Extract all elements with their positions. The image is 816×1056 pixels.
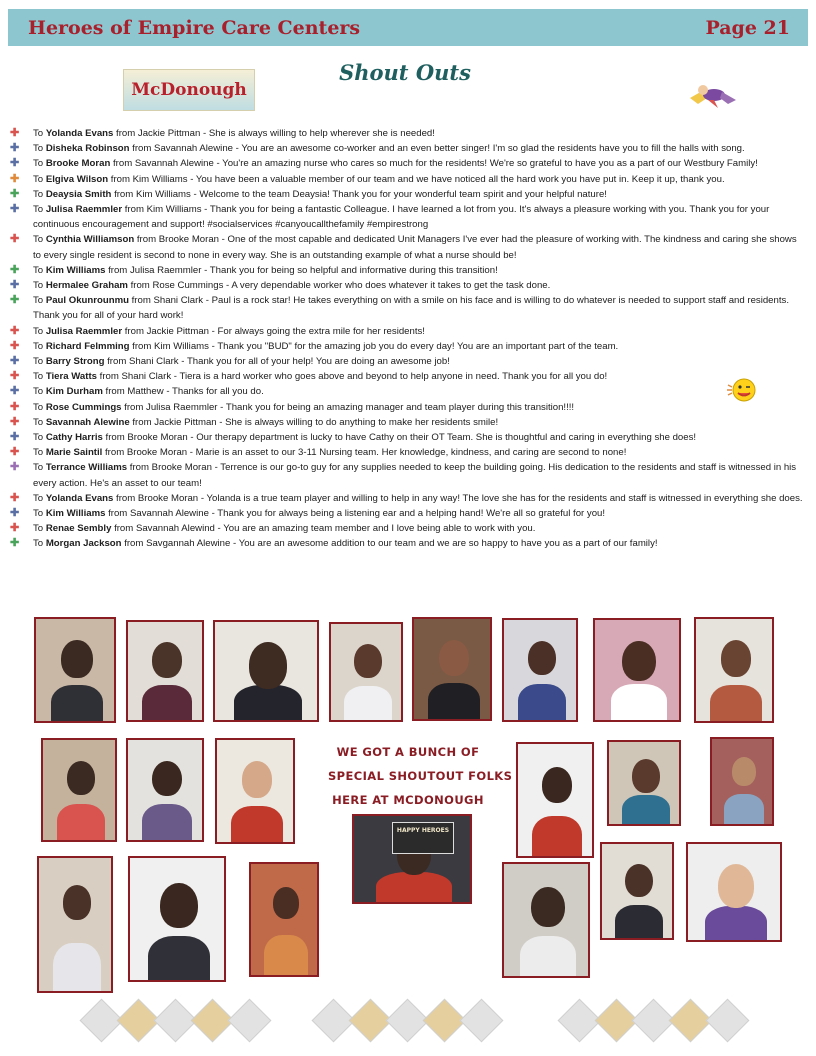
staff-photo (215, 738, 295, 844)
sender-name: Kim Williams (154, 340, 209, 352)
recipient-name: Yolanda Evans (45, 492, 114, 504)
shoutout-message: Marie is an asset to our 3-11 Nursing team. Her knowledge, kindness, and caring are second to none! (195, 447, 627, 459)
shoutout-item: ✚ To Paul Okunrounmu from Shani Clark - Paul is a rock star! He takes everything on with a smile on his face and is willing to do whatever is needed to support staff and residents. Thank you for all of your hard work! (10, 294, 789, 322)
shoutout-message: One of the most capable and dedicated Unit Managers I've ever had the pleasure of working with. The kindness and caring she shows to every single resident is second to none in every way. She is an outstanding example of what a nurse should be! (33, 234, 797, 261)
cross-bullet-icon: ✚ (10, 339, 20, 352)
page-number: Page 21 (705, 16, 790, 39)
cross-bullet-icon: ✚ (10, 142, 20, 155)
sender-name: Brooke Moran (158, 234, 220, 246)
staff-photo (686, 842, 782, 942)
staff-photo (128, 856, 226, 982)
staff-photo (412, 617, 492, 721)
shoutout-message: Thank you for all of your help! You are doing an awesome job! (186, 356, 450, 368)
sender-name: Julisa Raemmler (129, 264, 202, 276)
cross-bullet-icon: ✚ (10, 522, 20, 535)
page-title: Shout Outs (339, 60, 471, 85)
shoutout-callout (328, 740, 513, 812)
shoutout-item: ✚ To Cynthia Williamson from Brooke Moran - One of the most capable and dedicated Unit Managers I've ever had the pleasure of working with. The kindness and caring she shows to every single resident is second to none in every way. She is an outstanding example of what a nurse should be! (10, 233, 797, 261)
shoutout-item: ✚ To Deaysia Smith from Kim Williams - Welcome to the team Deaysia! Thank you for your wonderful team spirit and your helpful nature! (10, 187, 607, 200)
staff-photo (600, 842, 674, 940)
sender-name: Savannah Alewine (129, 508, 209, 520)
sender-name: Jackie Pittman (137, 128, 201, 139)
diamond-ornament (706, 999, 750, 1043)
shoutout-item: ✚ To Richard Felmming from Kim Williams - Thank you "BUD" for the amazing job you do every day! You are an important part of the team. (10, 339, 619, 352)
recipient-name: Julisa Raemmler (45, 204, 123, 216)
shoutout-message: Tiera is a hard worker who goes above and beyond to help anyone in need. Thank you for all you do! (179, 371, 608, 383)
shoutout-message: Yolanda is a true team player and willing to help in any way! The love she has for the residents and staff is witnessed in everything she does. (206, 492, 803, 504)
recipient-name: Terrance Williams (45, 462, 128, 474)
sender-name: Shani Clark (128, 356, 179, 368)
recipient-name: Renae Sembly (45, 523, 112, 535)
staff-photo (249, 862, 319, 977)
cross-bullet-icon: ✚ (10, 263, 20, 276)
cross-bullet-icon: ✚ (10, 446, 20, 459)
cross-bullet-icon: ✚ (10, 415, 20, 428)
cross-bullet-icon: ✚ (10, 127, 20, 139)
sender-name: Julisa Raemmler (146, 401, 218, 413)
recipient-name: Savannah Alewine (45, 416, 130, 428)
shoutout-item: ✚ To Barry Strong from Shani Clark - Thank you for all of your help! You are doing an awesome job! (10, 355, 450, 368)
shoutout-message: For always going the extra mile for her residents! (217, 325, 425, 337)
shoutout-item: ✚ To Brooke Moran from Savannah Alewine - You're an amazing nurse who cares so much for the residents! We're so grateful to have you as a part of our Westbury Family! (10, 157, 758, 170)
cross-bullet-icon: ✚ (10, 431, 20, 444)
shoutout-item: ✚ To Savannah Alewine from Jackie Pittman - She is always willing to do anything to make her residents smile! (10, 415, 499, 428)
shoutout-item: ✚ To Kim Williams from Savannah Alewine - Thank you for always being a listening ear and a helping hand! We're all so grateful for you! (10, 507, 606, 520)
staff-photo (694, 617, 774, 723)
shoutout-item: ✚ To Terrance Williams from Brooke Moran - Terrence is our go-to guy for any supplies needed to keep the building going. His dedication to the residents and staff is witnessed in his every action. He's an asset to our team! (10, 461, 797, 489)
shoutout-message: Paul is a rock star! He takes everything on with a smile on his face and is willing to do whatever is needed to support staff and residents. Thank you for all of your hard work! (33, 295, 789, 322)
shoutout-item: ✚ To Rose Cummings from Julisa Raemmler - Thank you for being an amazing manager and team player during this transition!!!! (10, 400, 575, 413)
sender-name: Brooke Moran (137, 492, 199, 504)
cross-bullet-icon: ✚ (10, 355, 20, 368)
shoutout-item: ✚ To Renae Sembly from Savannah Alewind - You are an amazing team member and I love being able to work with you. (10, 522, 536, 535)
recipient-name: Morgan Jackson (45, 538, 122, 550)
sender-name: Savannah Alewine (134, 158, 214, 170)
cross-bullet-icon: ✚ (10, 537, 20, 550)
shoutout-message: Thanks for all you do. (172, 386, 264, 398)
cross-bullet-icon: ✚ (10, 507, 20, 520)
recipient-name: Yolanda Evans (45, 128, 114, 139)
flying-superhero-icon (688, 80, 738, 110)
winking-smiley-icon (726, 377, 760, 403)
recipient-name: Barry Strong (45, 356, 105, 368)
sender-name: Brooke Moran (151, 462, 212, 474)
shoutout-item: ✚ To Morgan Jackson from Savgannah Alewine - You are an awesome addition to our team and we are so happy to have you as a part of our family! (10, 537, 658, 550)
cross-bullet-icon: ✚ (10, 187, 20, 200)
shoutout-item: ✚ To Kim Williams from Julisa Raemmler - Thank you for being so helpful and informative during this transition! (10, 263, 498, 276)
shoutout-message: Our therapy department is lucky to have Cathy on their OT Team. She is thoughtful and caring in everything she does! (196, 432, 697, 444)
recipient-name: Cynthia Williamson (45, 234, 135, 246)
shoutout-message: You're an amazing nurse who cares so much for the residents! We're so grateful to have you as a part of our Westbury Family! (222, 158, 758, 170)
sender-name: Kim Williams (146, 204, 202, 216)
sender-name: Shani Clark (153, 295, 204, 307)
shoutout-item: ✚ To Tiera Watts from Shani Clark - Tiera is a hard worker who goes above and beyond to help anyone in need. Thank you for all you do! (10, 370, 608, 383)
staff-photo (41, 738, 117, 842)
recipient-name: Rose Cummings (45, 401, 122, 413)
staff-photo (607, 740, 681, 826)
sender-name: Jackie Pittman (146, 325, 209, 337)
shoutout-item: ✚ To Elgiva Wilson from Kim Williams - You have been a valuable member of our team and we have noticed all the hard work you have put in. Keep it up, thank you. (10, 172, 725, 185)
cross-bullet-icon: ✚ (10, 370, 20, 383)
sender-name: Matthew (127, 386, 164, 398)
staff-photo (502, 862, 590, 978)
shoutout-list (8, 126, 803, 552)
recipient-name: Kim Durham (45, 386, 103, 398)
sender-name: Brooke Moran (126, 447, 188, 459)
recipient-name: Hermalee Graham (45, 280, 128, 292)
recipient-name: Richard Felmming (45, 340, 130, 352)
recipient-name: Deaysia Smith (45, 188, 112, 200)
diamond-ornament (228, 999, 272, 1043)
shoutout-message: You are an awesome co-worker and an even better singer! I'm so glad the residents have you to fill the halls with song. (241, 143, 745, 155)
recipient-name: Cathy Harris (45, 432, 103, 444)
shoutout-item: ✚ To Hermalee Graham from Rose Cummings - A very dependable worker who does whatever it takes to get the task done. (10, 279, 551, 292)
staff-photo (37, 856, 113, 993)
staff-photo (126, 620, 204, 722)
bulletin-board-sign: HAPPY HEROES (392, 822, 454, 854)
cross-bullet-icon: ✚ (10, 294, 20, 307)
sender-name: Savannah Alewind (135, 523, 215, 535)
sender-name: Savgannah Alewine (146, 538, 231, 550)
shoutout-item: ✚ To Julisa Raemmler from Kim Williams - Thank you for being a fantastic Colleague. I have learned a lot from you. It's always a pleasure working with you. Thank you for your continuous encouragement and support! #socialservices #canyoucallthefamily #empirestrong (10, 203, 770, 231)
shoutout-message: You have been a valuable member of our team and we have noticed all the hard work you have put in. Keep it up, thank you. (195, 173, 725, 185)
sender-name: Rose Cummings (152, 280, 224, 292)
header-band (8, 9, 808, 46)
shoutout-item: ✚ To Yolanda Evans from Jackie Pittman - She is always willing to help wherever she is needed! (10, 127, 435, 139)
shoutout-item: ✚ To Disheka Robinson from Savannah Alewine - You are an awesome co-worker and an even better singer! I'm so glad the residents have you to fill the halls with song. (10, 142, 745, 155)
sender-name: Kim Williams (135, 188, 191, 200)
cross-bullet-icon: ✚ (10, 324, 20, 337)
shoutout-message: You are an awesome addition to our team and we are so happy to have you as a part of our family! (238, 538, 658, 550)
recipient-name: Julisa Raemmler (45, 325, 123, 337)
recipient-name: Marie Saintil (45, 447, 103, 459)
cross-bullet-icon: ✚ (10, 157, 20, 170)
diamond-ornament (460, 999, 504, 1043)
shoutout-message: You are an amazing team member and I love being able to work with you. (223, 523, 536, 535)
cross-bullet-icon: ✚ (10, 279, 20, 292)
shoutout-item: ✚ To Yolanda Evans from Brooke Moran - Yolanda is a true team player and willing to help in any way! The love she has for the residents and staff is witnessed in everything she does. (10, 491, 803, 504)
callout-line: HERE AT MCDONOUGH (332, 793, 484, 807)
location-badge: McDonough (123, 69, 255, 111)
staff-photo (126, 738, 204, 842)
shoutout-message: She is always willing to help wherever she is needed! (208, 128, 435, 139)
recipient-name: Tiera Watts (45, 371, 97, 383)
staff-photo (213, 620, 319, 722)
newsletter-title: Heroes of Empire Care Centers (28, 16, 361, 39)
shoutout-item: ✚ To Cathy Harris from Brooke Moran - Our therapy department is lucky to have Cathy on their OT Team. She is thoughtful and caring in everything she does! (10, 431, 697, 444)
recipient-name: Brooke Moran (45, 158, 111, 170)
staff-photo (516, 742, 594, 858)
recipient-name: Kim Williams (45, 508, 106, 520)
sender-name: Shani Clark (121, 371, 172, 383)
staff-photo (502, 618, 578, 722)
shoutout-message: Terrence is our go-to guy for any supplies needed to keep the building going. His dedication to the residents and staff is witnessed in his every action. He's an asset to our team! (33, 462, 797, 489)
shoutout-message: Thank you "BUD" for the amazing job you do every day! You are an important part of the team. (217, 340, 619, 352)
recipient-name: Kim Williams (45, 264, 106, 276)
shoutout-message: Welcome to the team Deaysia! Thank you for your wonderful team spirit and your helpful nature! (199, 188, 607, 200)
staff-photo (710, 737, 774, 826)
shoutout-message: She is always willing to do anything to make her residents smile! (225, 416, 499, 428)
shoutout-message: Thank you for always being a listening ear and a helping hand! We're all so grateful for you! (217, 508, 606, 520)
cross-bullet-icon: ✚ (10, 385, 20, 398)
shoutout-message: Thank you for being an amazing manager and team player during this transition!!!! (225, 401, 575, 413)
shoutout-message: Thank you for being a fantastic Colleague. I have learned a lot from you. It's always a pleasure working with you. Thank you for your continuous encouragement and support! #socialservices #canyoucallthefamily #empirestrong (33, 204, 770, 231)
sender-name: Jackie Pittman (154, 416, 217, 428)
cross-bullet-icon: ✚ (10, 400, 20, 413)
cross-bullet-icon: ✚ (10, 172, 20, 185)
sender-name: Savannah Alewine (154, 143, 233, 155)
cross-bullet-icon: ✚ (10, 203, 20, 216)
sender-name: Brooke Moran (127, 432, 188, 444)
cross-bullet-icon: ✚ (10, 491, 20, 504)
recipient-name: Paul Okunrounmu (45, 295, 129, 307)
staff-photo (34, 617, 116, 723)
callout-line: SPECIAL SHOUTOUT FOLKS (328, 769, 513, 783)
staff-photo (593, 618, 681, 722)
shoutout-message: Thank you for being so helpful and informative during this transition! (209, 264, 498, 276)
cross-bullet-icon: ✚ (10, 461, 20, 474)
staff-photo (329, 622, 403, 722)
shoutout-message: A very dependable worker who does whatever it takes to get the task done. (231, 280, 551, 292)
recipient-name: Disheka Robinson (45, 143, 130, 155)
cross-bullet-icon: ✚ (10, 233, 20, 246)
shoutout-item: ✚ To Kim Durham from Matthew - Thanks for all you do. (10, 385, 264, 398)
shoutout-item: ✚ To Marie Saintil from Brooke Moran - Marie is an asset to our 3-11 Nursing team. Her knowledge, kindness, and caring are second to none! (10, 446, 627, 459)
sender-name: Kim Williams (132, 173, 188, 185)
callout-line: WE GOT A BUNCH OF (336, 745, 480, 759)
shoutout-item: ✚ To Julisa Raemmler from Jackie Pittman - For always going the extra mile for her residents! (10, 324, 425, 337)
recipient-name: Elgiva Wilson (45, 173, 109, 185)
